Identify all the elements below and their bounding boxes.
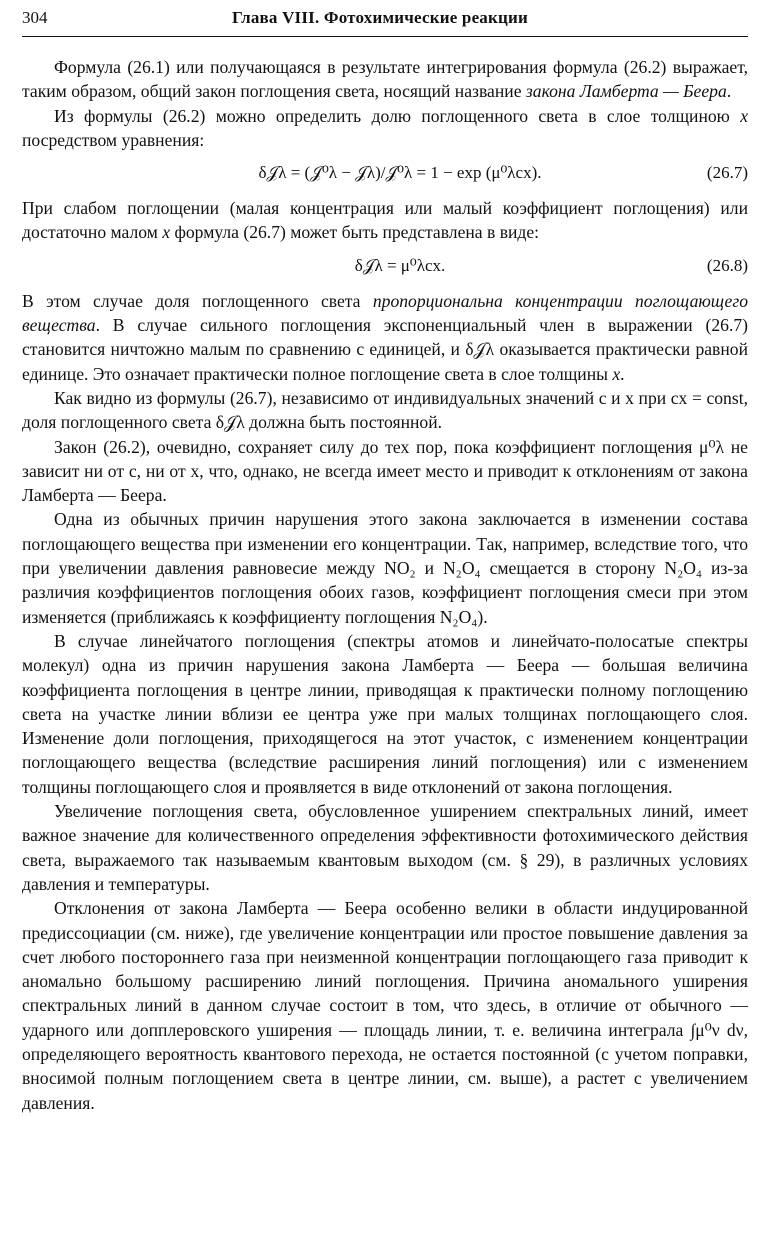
paragraph-2-end: посредством уравнения: [22, 129, 205, 150]
running-header [22, 8, 748, 37]
paragraph-6: Закон (26.2), очевидно, сохраняет силу до тех пор, пока коэффициент поглощения μ⁰λ не зависит ни от c, ни от x, что, однако, не всегда имеет место и приводит к отклонениям от закона Ламберта — Беера. [22, 436, 748, 506]
paragraph-1-text: Формула (26.1) или получающаяся в результате интегрирования формула (26.2) выражает, таким образом, общий закон поглощения света, носящий название [22, 57, 748, 102]
emphasis-lambert-beer: закона Ламберта — Беера [525, 81, 727, 102]
paragraph-4-text-b: . В случае сильного поглощения экспоненциальный член в выражении (26.7) становится ничтожно малым по сравнению с единицей, и δ𝒥λ оказывается практически равной единице. Это означает практически полное поглощение света в слое толщины [22, 315, 748, 384]
equation-number: (26.8) [706, 255, 748, 275]
paragraph-7: Одна из обычных причин нарушения этого закона заключается в изменении состава поглощающего вещества при изменении его концентрации. Так, например, вследствие того, что при увеличении давления равновесие между NO₂ и N₂O₄ смещается в сторону N₂O₄ из-за различия коэффициентов поглощения обоих газов, коэффициент поглощения смеси при этом изменяется (приближаясь к коэффициенту поглощения N₂O₄). [22, 509, 748, 627]
variable-x: x [740, 105, 748, 126]
paragraph-4-end: . [620, 363, 625, 384]
variable-x: x [162, 222, 171, 243]
paragraph-9: Увеличение поглощения света, обусловленное уширением спектральных линий, имеет важное значение для количественного определения эффективности фотохимического действия света, выражаемого так называемым квантовым выходом (см. § 29), в различных условиях давления и температуры. [22, 801, 748, 894]
paragraph-8: В случае линейчатого поглощения (спектры атомов и линейчато-полосатые спектры молекул) одна из причин нарушения закона Ламберта — Беера — большая величина коэффициента поглощения в центре линии, приводящая к практически полному поглощению света на участке линии вблизи ее центра уже при малых толщинах поглощающего слоя. Изменение доли поглощения, приходящегося на этот участок, с изменением концентрации поглощающего вещества (вследствие расширения линий поглощения) или с изменением толщины поглощающего слоя и проявляется в виде отклонений от закона поглощения. [22, 630, 748, 797]
emphasis-proportional: пропорциональна концентрации поглощающего вещества [22, 290, 748, 336]
paragraph-3 [22, 196, 748, 245]
equation-26-7 [22, 158, 748, 188]
equation-expression: δ𝒥λ = (𝒥⁰λ − 𝒥λ)/𝒥⁰λ = 1 − exp (μ⁰λcx). [258, 163, 542, 183]
paragraph-2 [22, 104, 748, 153]
chapter-title: Глава VIII. Фотохимические реакции [232, 8, 528, 27]
equation-expression: δ𝒥λ = μ⁰λcx. [354, 255, 446, 275]
variable-x: x [612, 363, 621, 384]
book-page [22, 8, 748, 1115]
paragraph-1-end: . [726, 81, 732, 102]
paragraph-10: Отклонения от закона Ламберта — Беера особенно велики в области индуцированной предиссоциации (см. ниже), где увеличение концентрации или простое повышение давления за счет любого постороннего газа при неизменной концентрации поглощающего газа приводит к аномально большому расширению линий поглощения. Причина аномального уширения спектральных линий в данном случае состоит в том, что здесь, в отличие от обычного — ударного или допплеровского уширения — площадь линии, т. е. величина интеграла ∫μ⁰ν dν, определяющего вероятность квантового перехода, не остается постоянной (с учетом поправки, вносимой полным поглощением света в центре линии, см. выше), а растет с увеличением давления. [22, 898, 748, 1113]
equation-26-8 [22, 251, 748, 281]
paragraph-4-text: В этом случае доля поглощенного света [22, 290, 373, 311]
paragraph-1 [22, 55, 748, 104]
paragraph-5: Как видно из формулы (26.7), независимо от индивидуальных значений c и x при cx = const, доля поглощенного света δ𝒥λ должна быть постоянной. [22, 387, 748, 433]
page-number: 304 [22, 8, 48, 27]
paragraph-3-end: формула (26.7) может быть представлена в виде: [170, 222, 540, 243]
paragraph-2-text: Из формулы (26.2) можно определить долю поглощенного света в слое толщиною [54, 105, 741, 126]
paragraph-4 [22, 289, 748, 386]
paragraph-3-text: При слабом поглощении (малая концентрация или малый коэффициент поглощения) или достаточно малом [22, 198, 748, 243]
equation-number: (26.7) [706, 163, 748, 183]
page-body [22, 55, 748, 1115]
